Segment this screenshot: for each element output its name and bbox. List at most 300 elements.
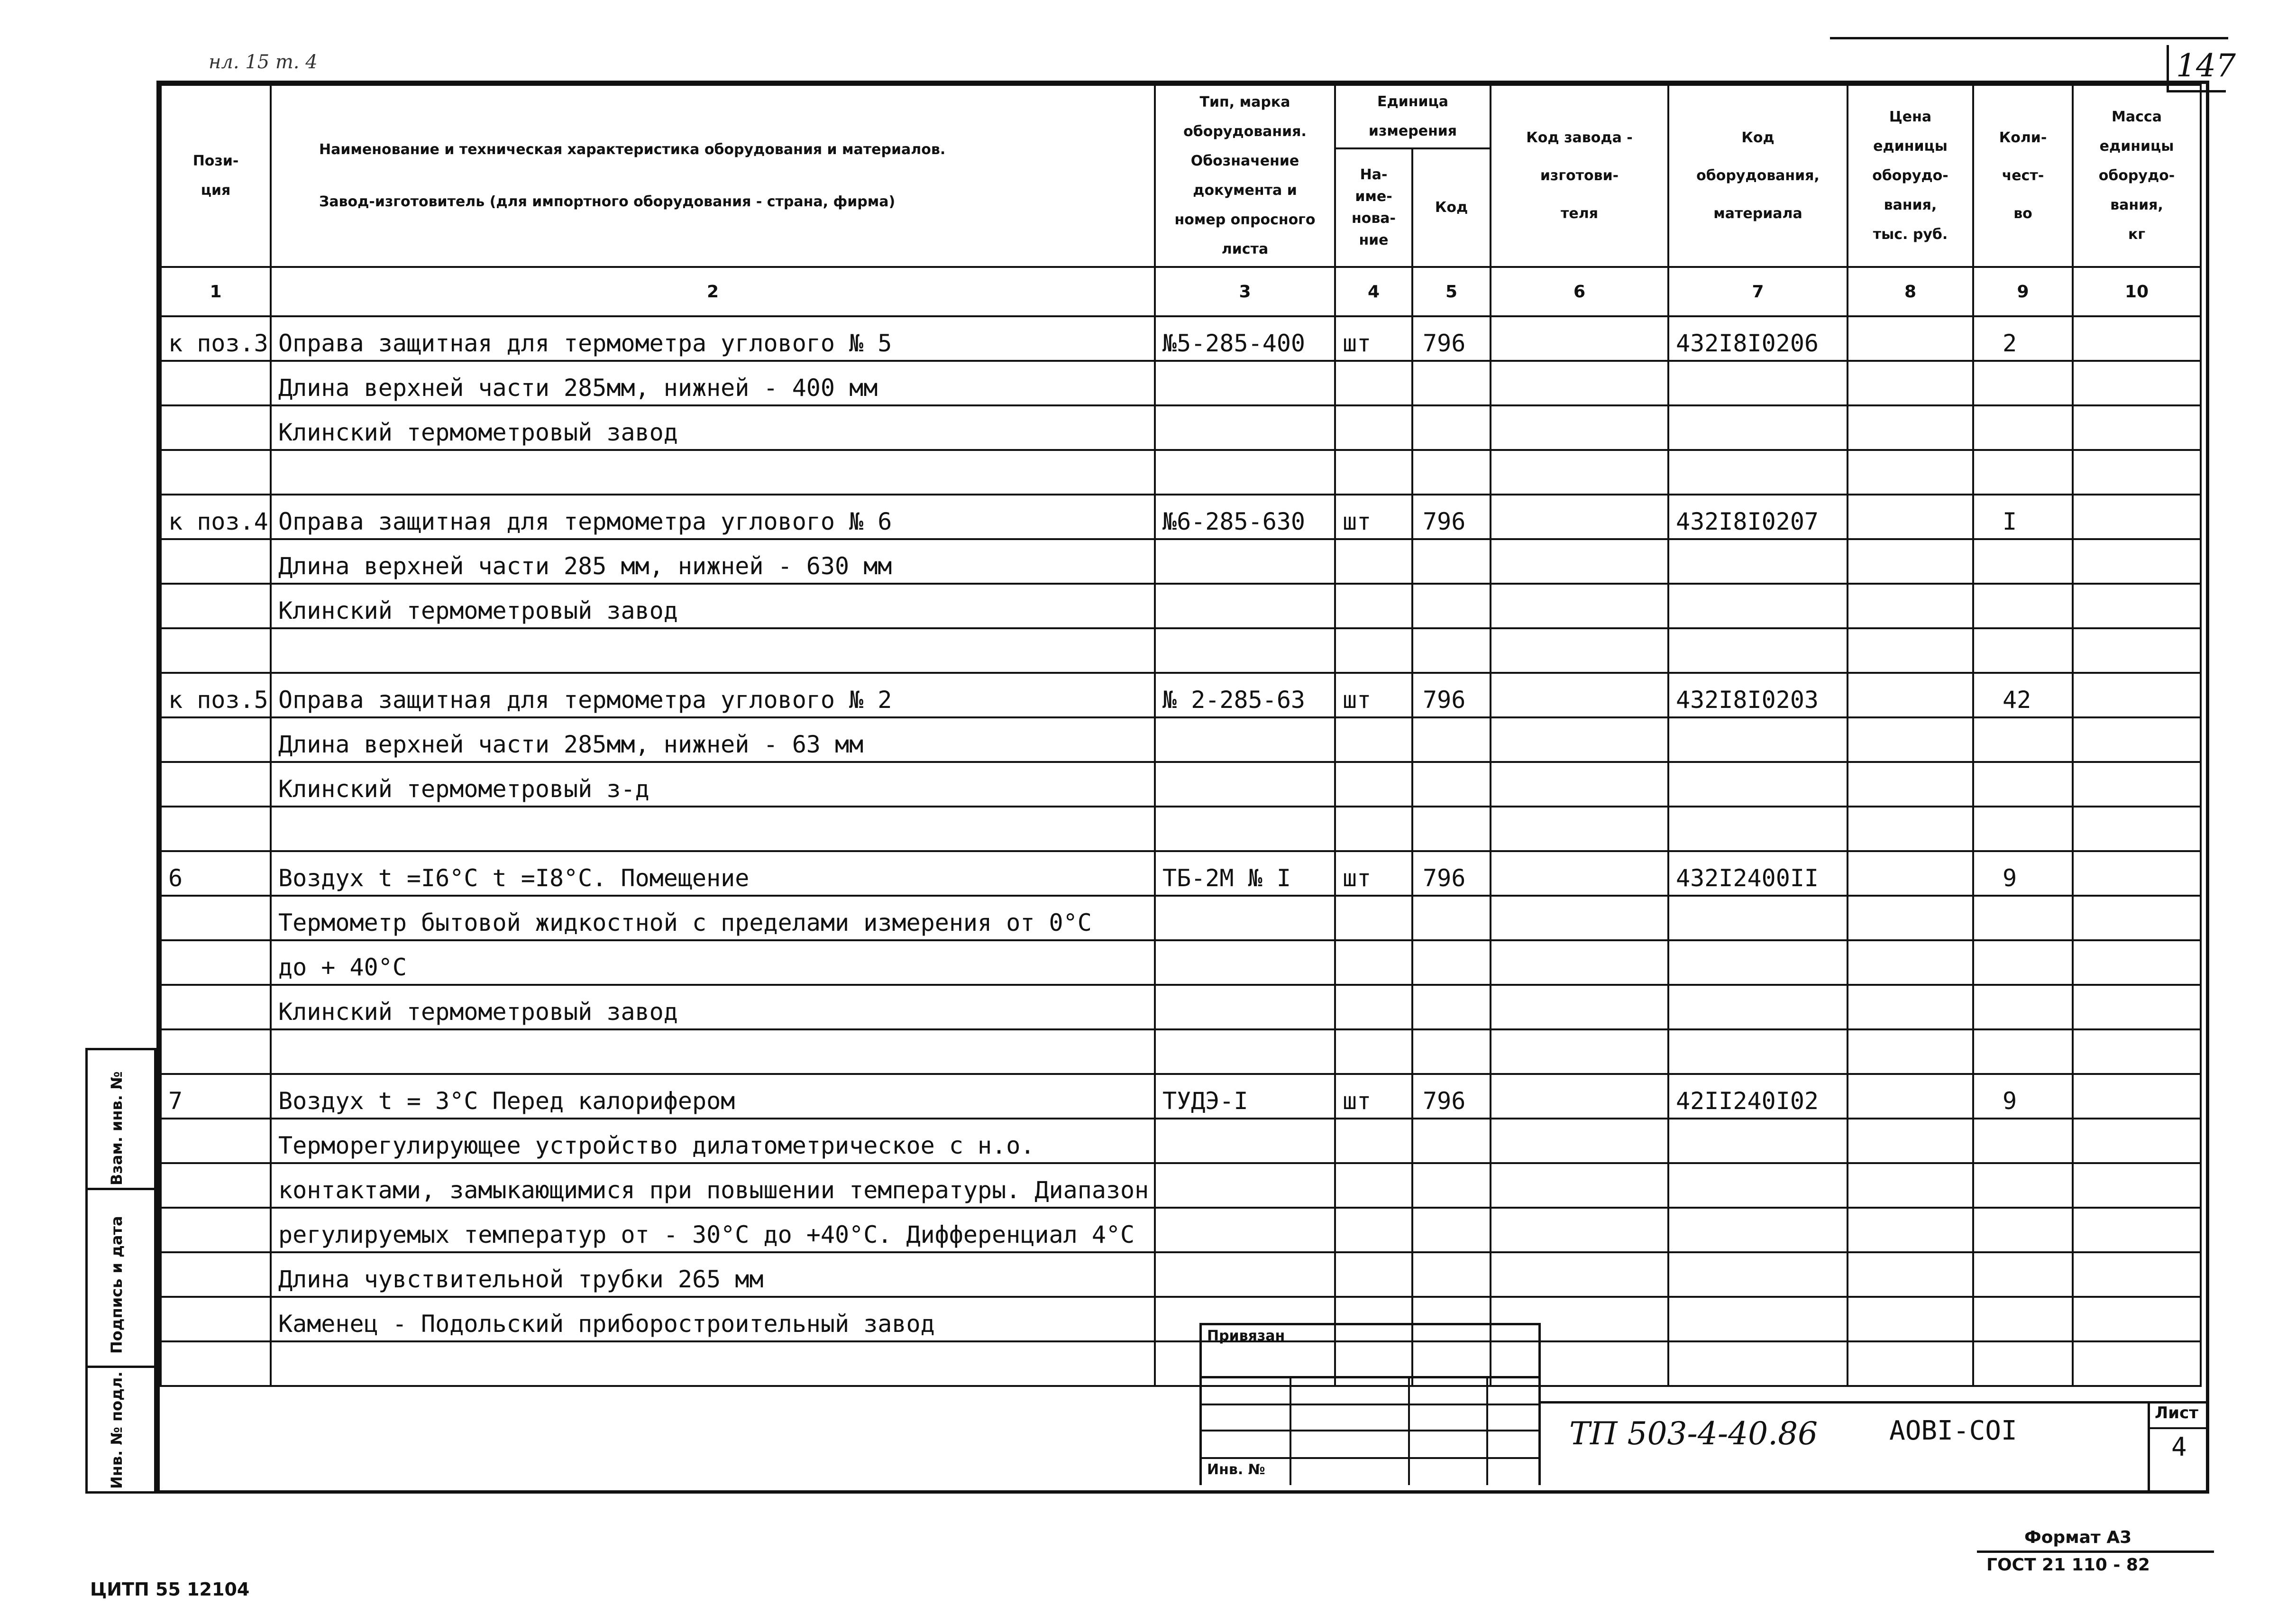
cell-mass xyxy=(2073,673,2201,717)
cell-price xyxy=(1848,1163,1973,1208)
cell-quantity xyxy=(1973,985,2073,1029)
cell-name: Клинский термометровый з-д xyxy=(271,762,1155,807)
cell-factory-code xyxy=(1491,896,1668,940)
format-label: Формат А3 xyxy=(2024,1528,2132,1547)
cell-quantity xyxy=(1973,1163,2073,1208)
table-row xyxy=(161,673,2201,717)
table-row xyxy=(161,851,2201,896)
cell-equipment-code xyxy=(1668,985,1848,1029)
cell-unit xyxy=(1335,1208,1412,1252)
cell-name: Оправа защитная для термометра углового № 2 xyxy=(271,673,1155,717)
cell-equipment-code xyxy=(1668,1029,1848,1074)
cell-quantity: 9 xyxy=(1973,1074,2073,1119)
cell-quantity xyxy=(1973,628,2073,673)
cell-mass xyxy=(2073,762,2201,807)
column-number: 8 xyxy=(1848,267,1973,316)
table-row xyxy=(161,628,2201,673)
cell-equipment-code xyxy=(1668,1208,1848,1252)
cell-unit xyxy=(1335,628,1412,673)
cell-equipment-code: 42II240I02 xyxy=(1668,1074,1848,1119)
cell-equipment-code: 432I8I0206 xyxy=(1668,316,1848,361)
cell-equipment-code xyxy=(1668,450,1848,495)
cell-unit xyxy=(1335,807,1412,851)
cell-equipment-code xyxy=(1668,628,1848,673)
cell-price xyxy=(1848,940,1973,985)
cell-factory-code xyxy=(1491,851,1668,896)
cell-type xyxy=(1155,361,1335,405)
cell-unit-code xyxy=(1412,584,1491,628)
cell-price xyxy=(1848,1341,1973,1386)
cell-equipment-code xyxy=(1668,807,1848,851)
sheet-number: 147 xyxy=(2176,47,2236,84)
cell-unit: шт xyxy=(1335,495,1412,539)
table-row xyxy=(161,1252,2201,1297)
cell-price xyxy=(1848,851,1973,896)
table-row xyxy=(161,1341,2201,1386)
cell-unit-code xyxy=(1412,405,1491,450)
cell-unit xyxy=(1335,450,1412,495)
cell-mass xyxy=(2073,1074,2201,1119)
cell-quantity xyxy=(1973,717,2073,762)
cell-mass xyxy=(2073,539,2201,584)
cell-unit-code: 796 xyxy=(1412,316,1491,361)
cell-position xyxy=(161,940,271,985)
table-row xyxy=(161,1163,2201,1208)
cell-name: Длина верхней части 285 мм, нижней - 630 мм xyxy=(271,539,1155,584)
cell-price xyxy=(1848,316,1973,361)
table-row xyxy=(161,762,2201,807)
cell-position xyxy=(161,361,271,405)
cell-price xyxy=(1848,361,1973,405)
cell-equipment-code xyxy=(1668,361,1848,405)
cell-price xyxy=(1848,717,1973,762)
cell-name: Клинский термометровый завод xyxy=(271,985,1155,1029)
cell-unit xyxy=(1335,896,1412,940)
cell-price xyxy=(1848,1074,1973,1119)
cell-equipment-code: 432I2400II xyxy=(1668,851,1848,896)
cell-unit xyxy=(1335,1252,1412,1297)
cell-name: Длина верхней части 285мм, нижней - 63 мм xyxy=(271,717,1155,762)
cell-type: ТБ-2М № I xyxy=(1155,851,1335,896)
header-mass: Масса единицы оборудо- вания, кг xyxy=(2073,85,2201,267)
cell-name: Длина чувствительной трубки 265 мм xyxy=(271,1252,1155,1297)
side-cell-vzam xyxy=(85,1048,156,1190)
cell-name xyxy=(271,807,1155,851)
cell-equipment-code xyxy=(1668,1252,1848,1297)
cell-type: №5-285-400 xyxy=(1155,316,1335,361)
cell-quantity xyxy=(1973,807,2073,851)
cell-equipment-code xyxy=(1668,1341,1848,1386)
cell-name: до + 40°C xyxy=(271,940,1155,985)
cell-position xyxy=(161,405,271,450)
cell-unit: шт xyxy=(1335,673,1412,717)
cell-position xyxy=(161,896,271,940)
cell-factory-code xyxy=(1491,584,1668,628)
cell-position xyxy=(161,1297,271,1341)
table-row xyxy=(161,896,2201,940)
column-number: 6 xyxy=(1491,267,1668,316)
cell-price xyxy=(1848,807,1973,851)
header-position: Пози- ция xyxy=(161,85,271,267)
cell-position: к поз.4 xyxy=(161,495,271,539)
cell-unit-code xyxy=(1412,1252,1491,1297)
cell-mass xyxy=(2073,1297,2201,1341)
cell-quantity: 9 xyxy=(1973,851,2073,896)
cell-equipment-code xyxy=(1668,1297,1848,1341)
cell-position xyxy=(161,985,271,1029)
cell-position xyxy=(161,539,271,584)
cell-mass xyxy=(2073,405,2201,450)
cell-factory-code xyxy=(1491,1119,1668,1163)
cell-unit-code xyxy=(1412,985,1491,1029)
standard-label: ГОСТ 21 110 - 82 xyxy=(1986,1555,2150,1575)
cell-price xyxy=(1848,1029,1973,1074)
cell-mass xyxy=(2073,450,2201,495)
header-unit-name: На- име- нова- ние xyxy=(1335,148,1412,267)
cell-equipment-code xyxy=(1668,1163,1848,1208)
cell-type xyxy=(1155,1163,1335,1208)
column-number: 9 xyxy=(1973,267,2073,316)
privyazan-label: Привязан xyxy=(1207,1328,1285,1344)
column-number-row xyxy=(161,267,2201,316)
cell-position xyxy=(161,584,271,628)
cell-unit xyxy=(1335,1029,1412,1074)
top-rule xyxy=(1830,37,2228,39)
cell-equipment-code xyxy=(1668,584,1848,628)
cell-unit xyxy=(1335,539,1412,584)
cell-quantity: 2 xyxy=(1973,316,2073,361)
cell-mass xyxy=(2073,1029,2201,1074)
cell-position xyxy=(161,628,271,673)
cell-factory-code xyxy=(1491,628,1668,673)
cell-unit-code xyxy=(1412,762,1491,807)
table-row xyxy=(161,807,2201,851)
side-stamp xyxy=(85,1048,156,1494)
cell-unit xyxy=(1335,985,1412,1029)
header-unit: Единица измерения xyxy=(1335,85,1491,148)
cell-type xyxy=(1155,405,1335,450)
cell-equipment-code xyxy=(1668,940,1848,985)
cell-quantity xyxy=(1973,405,2073,450)
header-factory-code: Код завода - изготови- теля xyxy=(1491,85,1668,267)
cell-price xyxy=(1848,1252,1973,1297)
cell-unit xyxy=(1335,584,1412,628)
cell-name: Воздух t =I6°C t =I8°C. Помещение xyxy=(271,851,1155,896)
cell-mass xyxy=(2073,495,2201,539)
cell-factory-code xyxy=(1491,673,1668,717)
cell-price xyxy=(1848,628,1973,673)
table-row xyxy=(161,985,2201,1029)
cell-price xyxy=(1848,450,1973,495)
cell-quantity xyxy=(1973,584,2073,628)
cell-unit xyxy=(1335,1163,1412,1208)
cell-factory-code xyxy=(1491,1029,1668,1074)
cell-quantity xyxy=(1973,896,2073,940)
cell-mass xyxy=(2073,717,2201,762)
cell-price xyxy=(1848,985,1973,1029)
document-code: ТП 503-4-40.86 xyxy=(1569,1415,1818,1452)
column-number: 7 xyxy=(1668,267,1848,316)
table-row xyxy=(161,1029,2201,1074)
cell-mass xyxy=(2073,940,2201,985)
cell-quantity xyxy=(1973,762,2073,807)
table-row xyxy=(161,316,2201,361)
cell-quantity xyxy=(1973,1297,2073,1341)
cell-type xyxy=(1155,896,1335,940)
cell-type: № 2-285-63 xyxy=(1155,673,1335,717)
cell-factory-code xyxy=(1491,361,1668,405)
cell-quantity xyxy=(1973,1208,2073,1252)
cell-position: 7 xyxy=(161,1074,271,1119)
cell-price xyxy=(1848,539,1973,584)
cell-unit-code xyxy=(1412,1119,1491,1163)
cell-position xyxy=(161,450,271,495)
cell-factory-code xyxy=(1491,1074,1668,1119)
cell-type xyxy=(1155,1029,1335,1074)
cell-price xyxy=(1848,495,1973,539)
header-quantity: Коли- чест- во xyxy=(1973,85,2073,267)
cell-equipment-code: 432I8I0203 xyxy=(1668,673,1848,717)
cell-position: 6 xyxy=(161,851,271,896)
cell-unit-code xyxy=(1412,807,1491,851)
cell-type xyxy=(1155,940,1335,985)
cell-factory-code xyxy=(1491,717,1668,762)
sheet-value: 4 xyxy=(2171,1432,2187,1462)
cell-type xyxy=(1155,628,1335,673)
cell-factory-code xyxy=(1491,1163,1668,1208)
side-label-podpis: Подпись и дата xyxy=(108,1216,126,1354)
cell-position xyxy=(161,762,271,807)
cell-equipment-code xyxy=(1668,1119,1848,1163)
cell-quantity xyxy=(1973,1119,2073,1163)
cell-position xyxy=(161,1208,271,1252)
cell-name: Длина верхней части 285мм, нижней - 400 мм xyxy=(271,361,1155,405)
cell-position xyxy=(161,1163,271,1208)
table-row xyxy=(161,495,2201,539)
column-number: 4 xyxy=(1335,267,1412,316)
table-row xyxy=(161,361,2201,405)
cell-unit-code xyxy=(1412,1029,1491,1074)
cell-position xyxy=(161,1252,271,1297)
cell-unit-code: 796 xyxy=(1412,1074,1491,1119)
column-number: 3 xyxy=(1155,267,1335,316)
table-body xyxy=(161,316,2201,1386)
cell-factory-code xyxy=(1491,495,1668,539)
cell-name xyxy=(271,1341,1155,1386)
cell-factory-code xyxy=(1491,985,1668,1029)
cell-type: №6-285-630 xyxy=(1155,495,1335,539)
table-row xyxy=(161,405,2201,450)
document-mark: АОВI-СОI xyxy=(1889,1415,2017,1446)
cell-name: Воздух t = 3°C Перед калорифером xyxy=(271,1074,1155,1119)
cell-type xyxy=(1155,539,1335,584)
cell-mass xyxy=(2073,807,2201,851)
cell-position xyxy=(161,717,271,762)
cell-type xyxy=(1155,807,1335,851)
cell-position xyxy=(161,1341,271,1386)
header-price: Цена единицы оборудо- вания, тыс. руб. xyxy=(1848,85,1973,267)
cell-mass xyxy=(2073,851,2201,896)
table-row xyxy=(161,1297,2201,1341)
cell-mass xyxy=(2073,584,2201,628)
cell-name xyxy=(271,628,1155,673)
cell-factory-code xyxy=(1491,450,1668,495)
cell-quantity: 42 xyxy=(1973,673,2073,717)
cell-equipment-code xyxy=(1668,539,1848,584)
cell-name: Оправа защитная для термометра углового № 6 xyxy=(271,495,1155,539)
table-row xyxy=(161,539,2201,584)
cell-mass xyxy=(2073,361,2201,405)
cell-price xyxy=(1848,584,1973,628)
table-row xyxy=(161,717,2201,762)
cell-equipment-code: 432I8I0207 xyxy=(1668,495,1848,539)
cell-position xyxy=(161,1119,271,1163)
cell-price xyxy=(1848,1208,1973,1252)
cell-factory-code xyxy=(1491,940,1668,985)
cell-price xyxy=(1848,762,1973,807)
cell-unit xyxy=(1335,361,1412,405)
header-name: Наименование и техническая характеристика оборудования и материалов. Завод-изготовитель (для импортного оборудования - страна, фирма) xyxy=(271,85,1155,267)
table-row xyxy=(161,450,2201,495)
cell-name: Оправа защитная для термометра углового № 5 xyxy=(271,316,1155,361)
cell-position: к поз.3 xyxy=(161,316,271,361)
cell-position xyxy=(161,1029,271,1074)
cell-price xyxy=(1848,405,1973,450)
cell-price xyxy=(1848,673,1973,717)
cell-unit: шт xyxy=(1335,1074,1412,1119)
cell-equipment-code xyxy=(1668,896,1848,940)
cell-name: Термометр бытовой жидкостной с пределами измерения от 0°C xyxy=(271,896,1155,940)
header-unit-code: Код xyxy=(1412,148,1491,267)
specification-table xyxy=(160,84,2202,1387)
cell-quantity: I xyxy=(1973,495,2073,539)
cell-position xyxy=(161,807,271,851)
header-equipment-code: Код оборудования, материала xyxy=(1668,85,1848,267)
side-label-vzam: Взам. инв. № xyxy=(108,1071,126,1185)
cell-mass xyxy=(2073,1163,2201,1208)
cell-factory-code xyxy=(1491,405,1668,450)
cell-type xyxy=(1155,450,1335,495)
cell-mass xyxy=(2073,1341,2201,1386)
cell-mass xyxy=(2073,628,2201,673)
cell-price xyxy=(1848,896,1973,940)
side-label-inv-podl: Инв. № подл. xyxy=(108,1371,126,1489)
cell-unit xyxy=(1335,405,1412,450)
cell-unit-code xyxy=(1412,628,1491,673)
side-cell-inv-podl xyxy=(85,1366,156,1494)
cell-price xyxy=(1848,1119,1973,1163)
cell-unit xyxy=(1335,762,1412,807)
cell-type xyxy=(1155,1208,1335,1252)
cell-name: Каменец - Подольский приборостроительный завод xyxy=(271,1297,1155,1341)
column-number: 5 xyxy=(1412,267,1491,316)
column-number: 1 xyxy=(161,267,271,316)
cell-mass xyxy=(2073,896,2201,940)
sheet-label: Лист xyxy=(2155,1404,2198,1422)
cell-type xyxy=(1155,1252,1335,1297)
table-row xyxy=(161,1208,2201,1252)
cell-unit xyxy=(1335,1119,1412,1163)
format-rule xyxy=(1977,1551,2214,1553)
cell-factory-code xyxy=(1491,807,1668,851)
cell-unit-code: 796 xyxy=(1412,495,1491,539)
table-row xyxy=(161,584,2201,628)
cell-type: ТУДЭ-I xyxy=(1155,1074,1335,1119)
table-row xyxy=(161,1119,2201,1163)
cell-mass xyxy=(2073,1252,2201,1297)
cell-factory-code xyxy=(1491,762,1668,807)
footer-code: ЦИТП 55 12104 xyxy=(90,1579,250,1600)
cell-factory-code xyxy=(1491,539,1668,584)
cell-unit-code xyxy=(1412,450,1491,495)
column-number: 2 xyxy=(271,267,1155,316)
cell-mass xyxy=(2073,316,2201,361)
cell-unit-code xyxy=(1412,896,1491,940)
cell-unit xyxy=(1335,717,1412,762)
title-block xyxy=(1199,1323,1541,1485)
cell-unit-code xyxy=(1412,1208,1491,1252)
cell-name: регулируемых температур от - 30°C до +40°C. Дифференциал 4°C xyxy=(271,1208,1155,1252)
cell-mass xyxy=(2073,985,2201,1029)
cell-mass xyxy=(2073,1119,2201,1163)
table-row xyxy=(161,940,2201,985)
cell-unit-code: 796 xyxy=(1412,673,1491,717)
cell-quantity xyxy=(1973,361,2073,405)
column-number: 10 xyxy=(2073,267,2201,316)
cell-unit xyxy=(1335,940,1412,985)
cell-quantity xyxy=(1973,539,2073,584)
inv-no-label: Инв. № xyxy=(1207,1461,1265,1478)
cell-position: к поз.5 xyxy=(161,673,271,717)
cell-unit-code xyxy=(1412,1163,1491,1208)
cell-name xyxy=(271,450,1155,495)
cell-mass xyxy=(2073,1208,2201,1252)
cell-unit-code xyxy=(1412,361,1491,405)
header-row xyxy=(161,85,2201,148)
cell-quantity xyxy=(1973,450,2073,495)
cell-unit-code: 796 xyxy=(1412,851,1491,896)
cell-name: Клинский термометровый завод xyxy=(271,405,1155,450)
cell-type xyxy=(1155,762,1335,807)
cell-name xyxy=(271,1029,1155,1074)
cell-factory-code xyxy=(1491,1252,1668,1297)
cell-quantity xyxy=(1973,1341,2073,1386)
cell-equipment-code xyxy=(1668,717,1848,762)
header-type: Тип, марка оборудования. Обозначение документа и номер опросного листа xyxy=(1155,85,1335,267)
cell-factory-code xyxy=(1491,316,1668,361)
cell-name: Терморегулирующее устройство дилатометрическое с н.о. xyxy=(271,1119,1155,1163)
cell-type xyxy=(1155,985,1335,1029)
cell-unit-code xyxy=(1412,717,1491,762)
cell-name: Клинский термометровый завод xyxy=(271,584,1155,628)
cell-type xyxy=(1155,584,1335,628)
cell-type xyxy=(1155,717,1335,762)
cell-price xyxy=(1848,1297,1973,1341)
side-cell-podpis xyxy=(85,1188,156,1368)
cell-equipment-code xyxy=(1668,762,1848,807)
cell-quantity xyxy=(1973,1252,2073,1297)
handwritten-note: нл. 15 т. 4 xyxy=(209,51,318,73)
cell-unit-code xyxy=(1412,940,1491,985)
cell-quantity xyxy=(1973,940,2073,985)
cell-unit-code xyxy=(1412,539,1491,584)
cell-unit: шт xyxy=(1335,316,1412,361)
cell-unit: шт xyxy=(1335,851,1412,896)
cell-type xyxy=(1155,1119,1335,1163)
cell-name: контактами, замыкающимися при повышении температуры. Диапазон xyxy=(271,1163,1155,1208)
cell-equipment-code xyxy=(1668,405,1848,450)
table-row xyxy=(161,1074,2201,1119)
